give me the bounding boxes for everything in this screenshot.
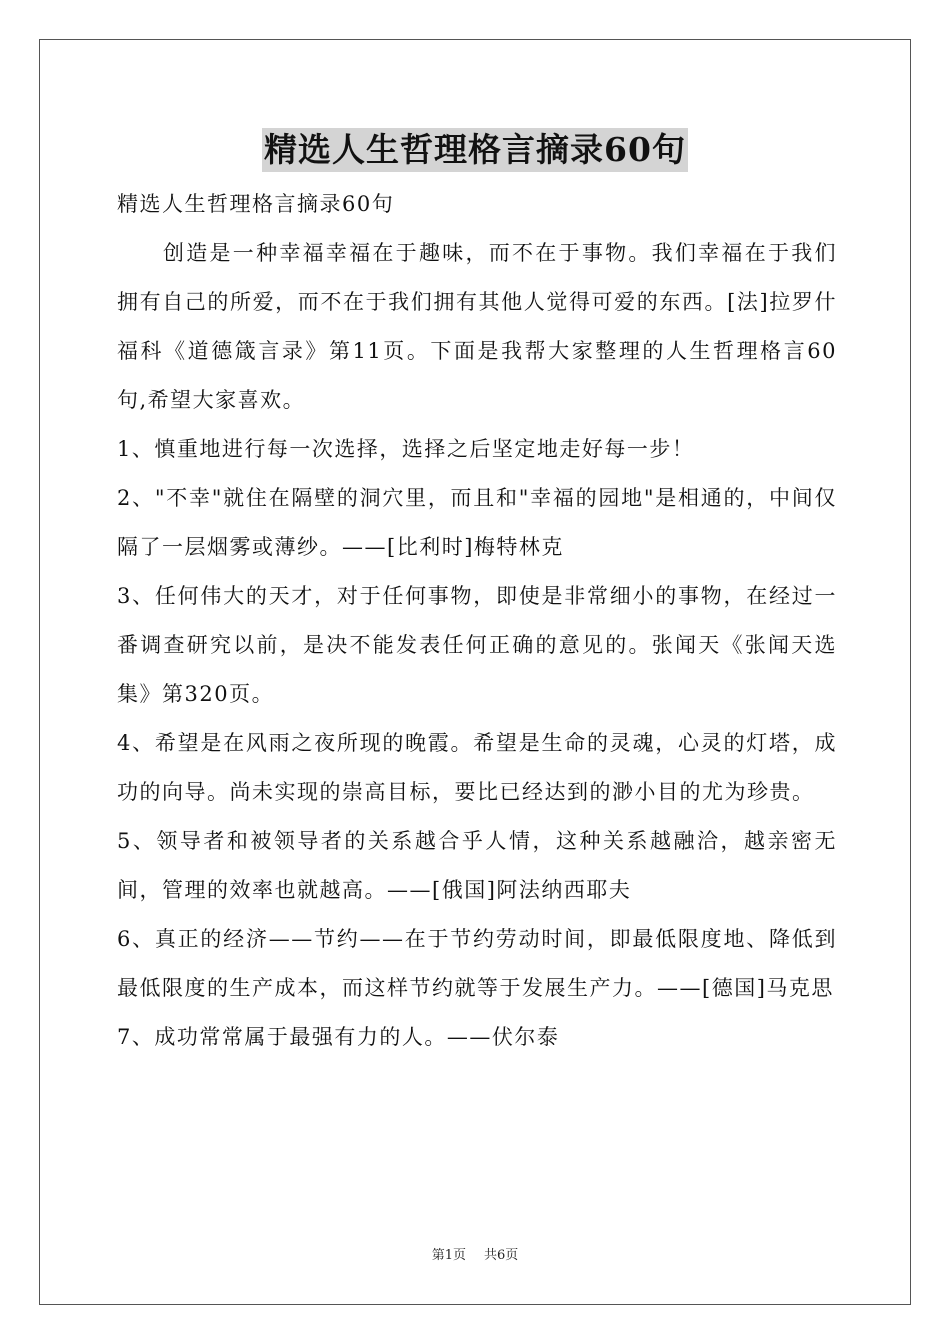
quote-item: 6、真正的经济——节约——在于节约劳动时间，即最低限度地、降低到最低限度的生产成本，而这样节约就等于发展生产力。——[德国]马克思 xyxy=(117,927,837,1000)
quote-item: 2、"不幸"就住在隔壁的洞穴里，而且和"幸福的园地"是相通的，中间仅隔了一层烟雾或薄纱。——[比利时]梅特林克 xyxy=(117,486,837,559)
quote-item: 7、成功常常属于最强有力的人。——伏尔泰 xyxy=(117,1025,560,1049)
title-wrap xyxy=(0,128,950,172)
intro-paragraph: 创造是一种幸福幸福在于趣味，而不在于事物。我们幸福在于我们拥有自己的所爱，而不在于我们拥有其他人觉得可爱的东西。[法]拉罗什福科《道德箴言录》第11页。下面是我帮大家整理的人生哲理格言60句,希望大家喜欢。 xyxy=(117,241,837,412)
page-total: 共6页 xyxy=(484,1248,519,1263)
quote-item: 4、希望是在风雨之夜所现的晚霞。希望是生命的灵魂，心灵的灯塔，成功的向导。尚未实现的崇高目标，要比已经达到的渺小目的尤为珍贵。 xyxy=(117,731,837,804)
page-footer xyxy=(0,1247,950,1265)
quote-item: 5、领导者和被领导者的关系越合乎人情，这种关系越融洽，越亲密无间，管理的效率也就越高。——[俄国]阿法纳西耶夫 xyxy=(117,829,837,902)
document-body xyxy=(117,180,837,1062)
page-number: 第1页 xyxy=(431,1248,466,1263)
quote-item: 1、慎重地进行每一次选择，选择之后坚定地走好每一步！ xyxy=(117,437,695,461)
document-title: 精选人生哲理格言摘录60句 xyxy=(262,128,688,172)
quote-item: 3、任何伟大的天才，对于任何事物，即使是非常细小的事物，在经过一番调查研究以前，是决不能发表任何正确的意见的。张闻天《张闻天选集》第320页。 xyxy=(117,584,837,706)
document-subtitle: 精选人生哲理格言摘录60句 xyxy=(117,192,395,216)
